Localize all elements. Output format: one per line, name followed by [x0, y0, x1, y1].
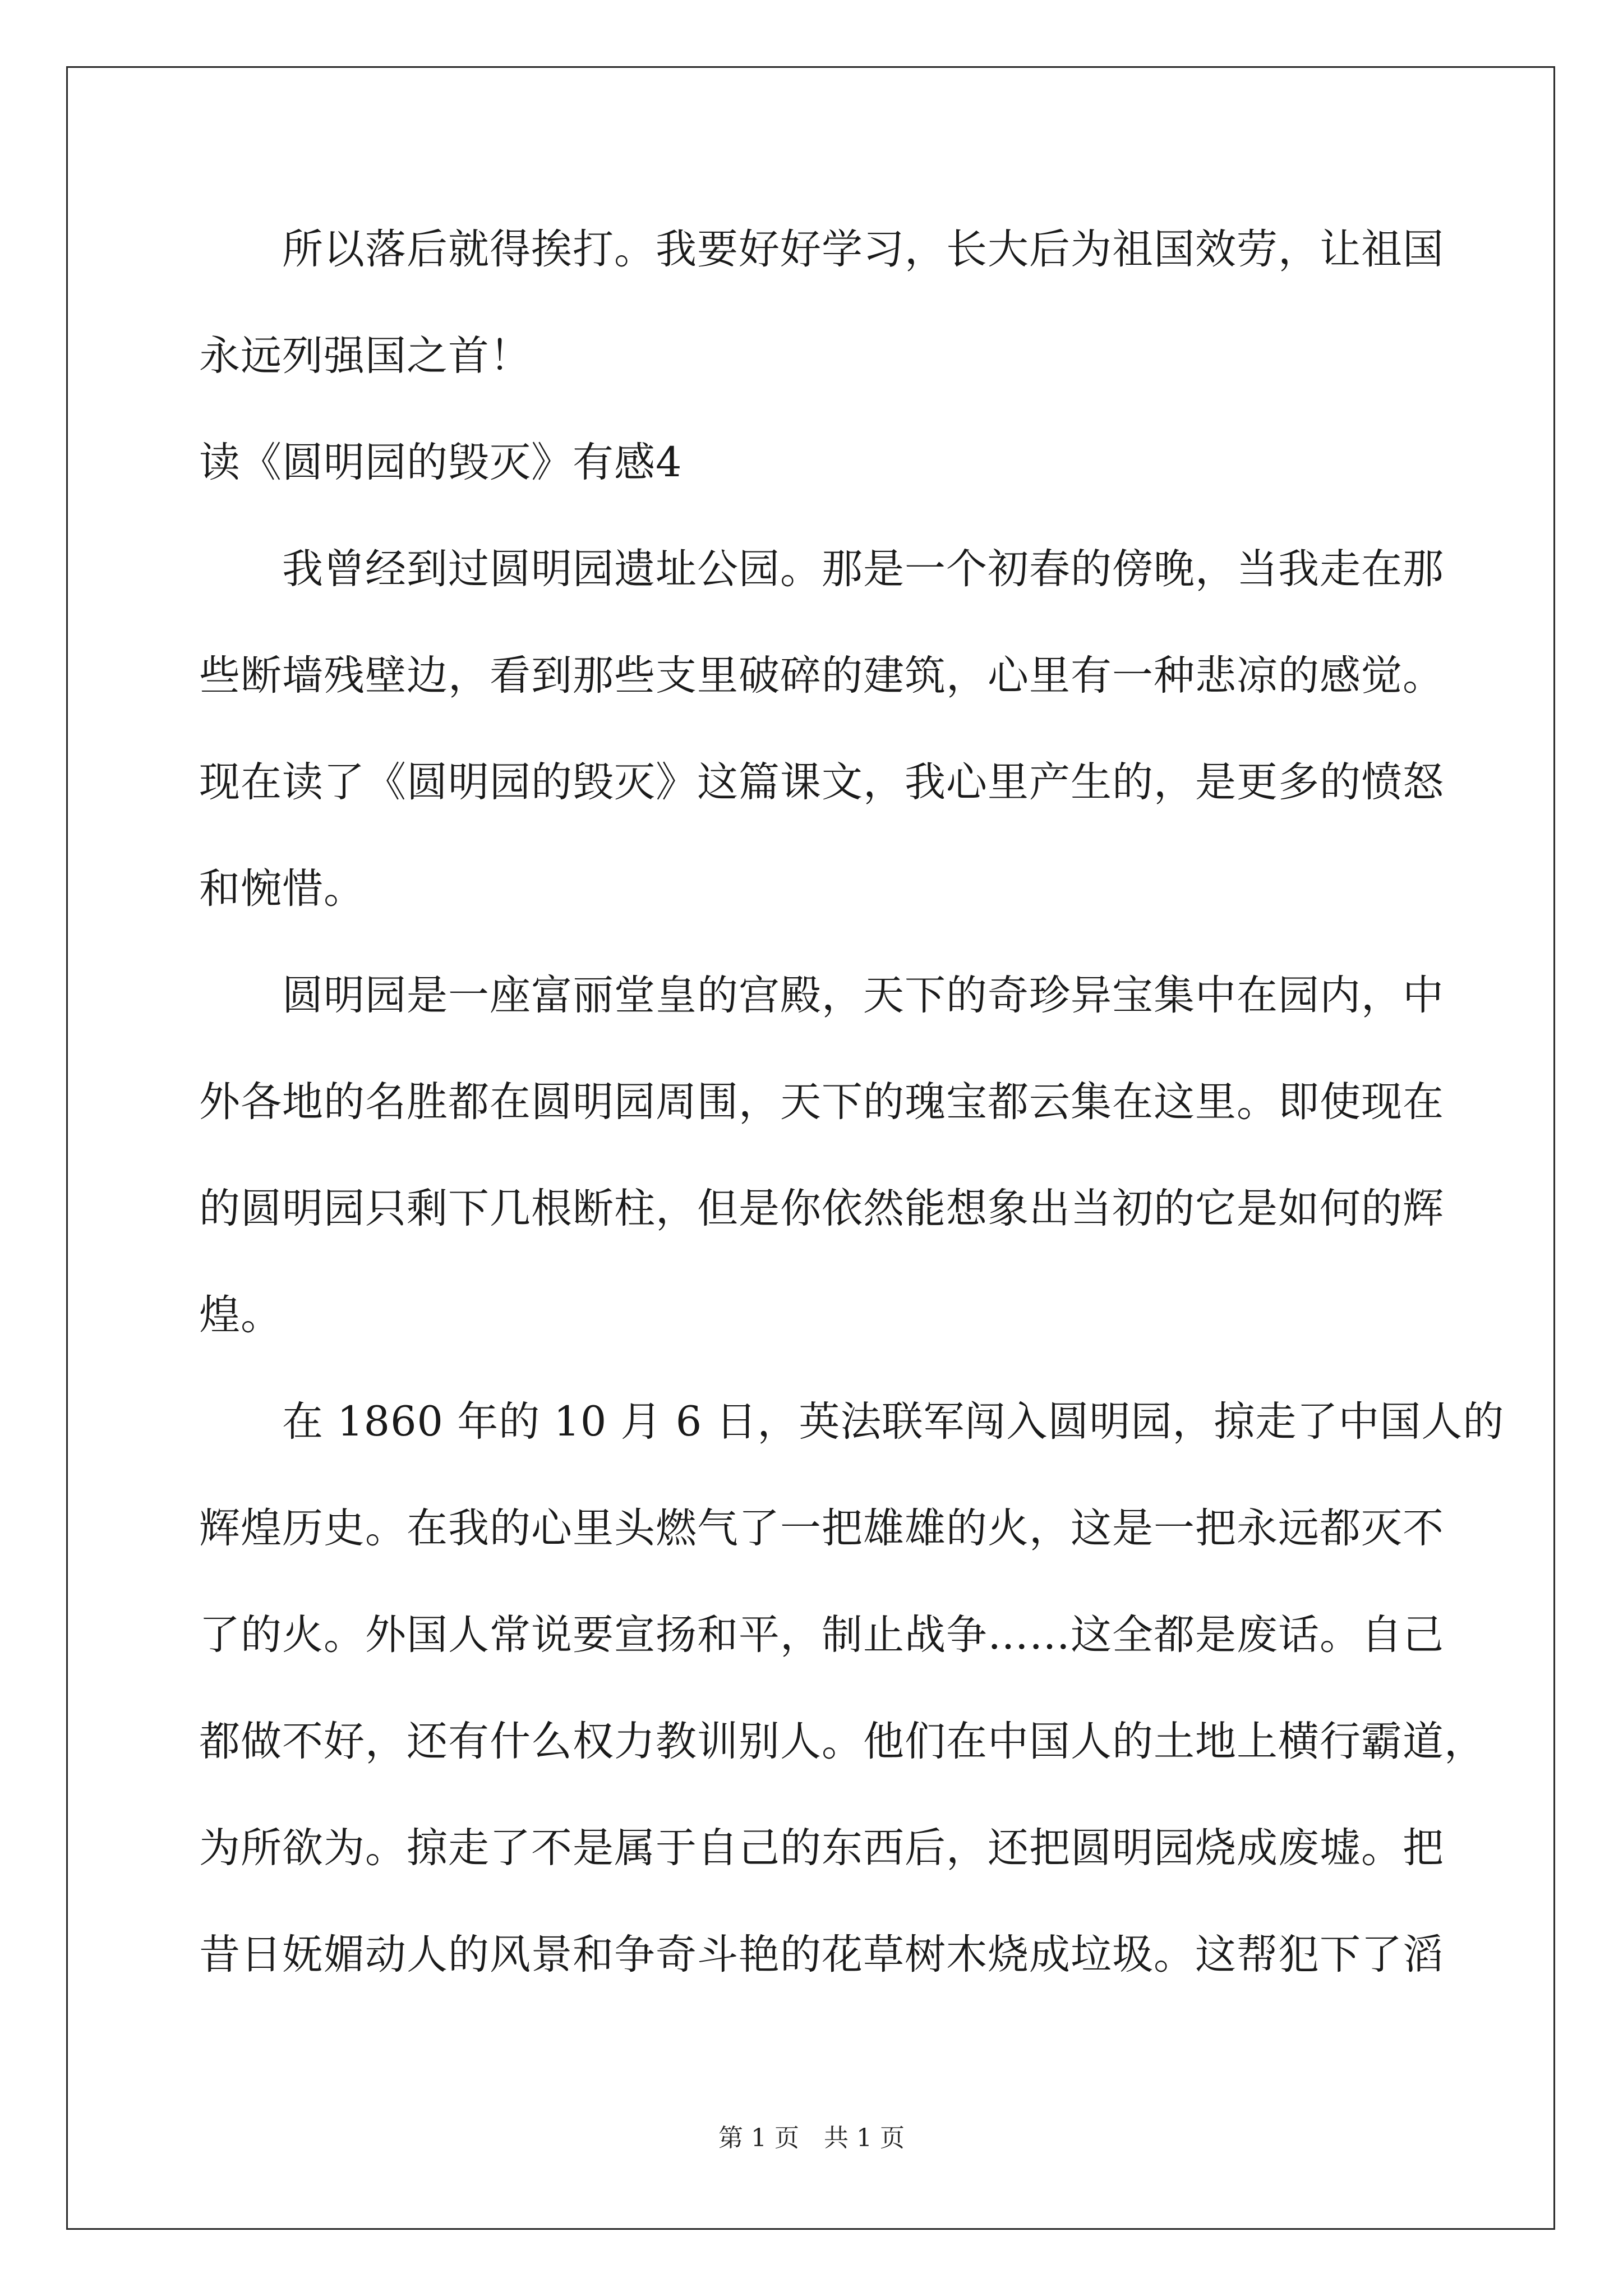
page-footer: 第 1 页 共 1 页: [718, 2124, 905, 2152]
text-line: 都做不好，还有什么权力教训别人。他们在中国人的土地上横行霸道，: [199, 1718, 1486, 1765]
text-line: 我曾经到过圆明园遗址公园。那是一个初春的傍晚，当我走在那: [282, 545, 1444, 593]
text-line: 煌。: [199, 1291, 282, 1339]
text-line: 所以落后就得挨打。我要好好学习，长大后为祖国效劳，让祖国: [282, 226, 1444, 273]
text-line: 永远列强国之首！: [199, 332, 531, 380]
text-line: 昔日妩媚动人的风景和争奇斗艳的花草树木烧成垃圾。这帮犯下了滔: [199, 1931, 1444, 1978]
text-line: 辉煌历史。在我的心里头燃气了一把雄雄的火，这是一把永远都灭不: [199, 1504, 1444, 1552]
section-heading: 读《圆明园的毁灭》有感4: [199, 439, 683, 486]
text-line: 和惋惜。: [199, 865, 365, 913]
text-line: 在 1860 年的 10 月 6 日，英法联军闯入圆明园，掠走了中国人的: [282, 1398, 1505, 1446]
text-line: 外各地的名胜都在圆明园周围，天下的瑰宝都云集在这里。即使现在: [199, 1078, 1444, 1126]
text-line: 现在读了《圆明园的毁灭》这篇课文，我心里产生的，是更多的愤怒: [199, 758, 1444, 806]
text-line: 些断墙残壁边，看到那些支里破碎的建筑，心里有一种悲凉的感觉。: [199, 652, 1444, 700]
text-line: 圆明园是一座富丽堂皇的宫殿，天下的奇珍异宝集中在园内，中: [282, 972, 1444, 1019]
text-line: 了的火。外国人常说要宣扬和平，制止战争……这全都是废话。自己: [199, 1611, 1444, 1659]
text-line: 为所欲为。掠走了不是属于自己的东西后，还把圆明园烧成废墟。把: [199, 1824, 1444, 1872]
text-line: 的圆明园只剩下几根断柱，但是你依然能想象出当初的它是如何的辉: [199, 1185, 1444, 1232]
document-body: [199, 213, 1505, 2025]
